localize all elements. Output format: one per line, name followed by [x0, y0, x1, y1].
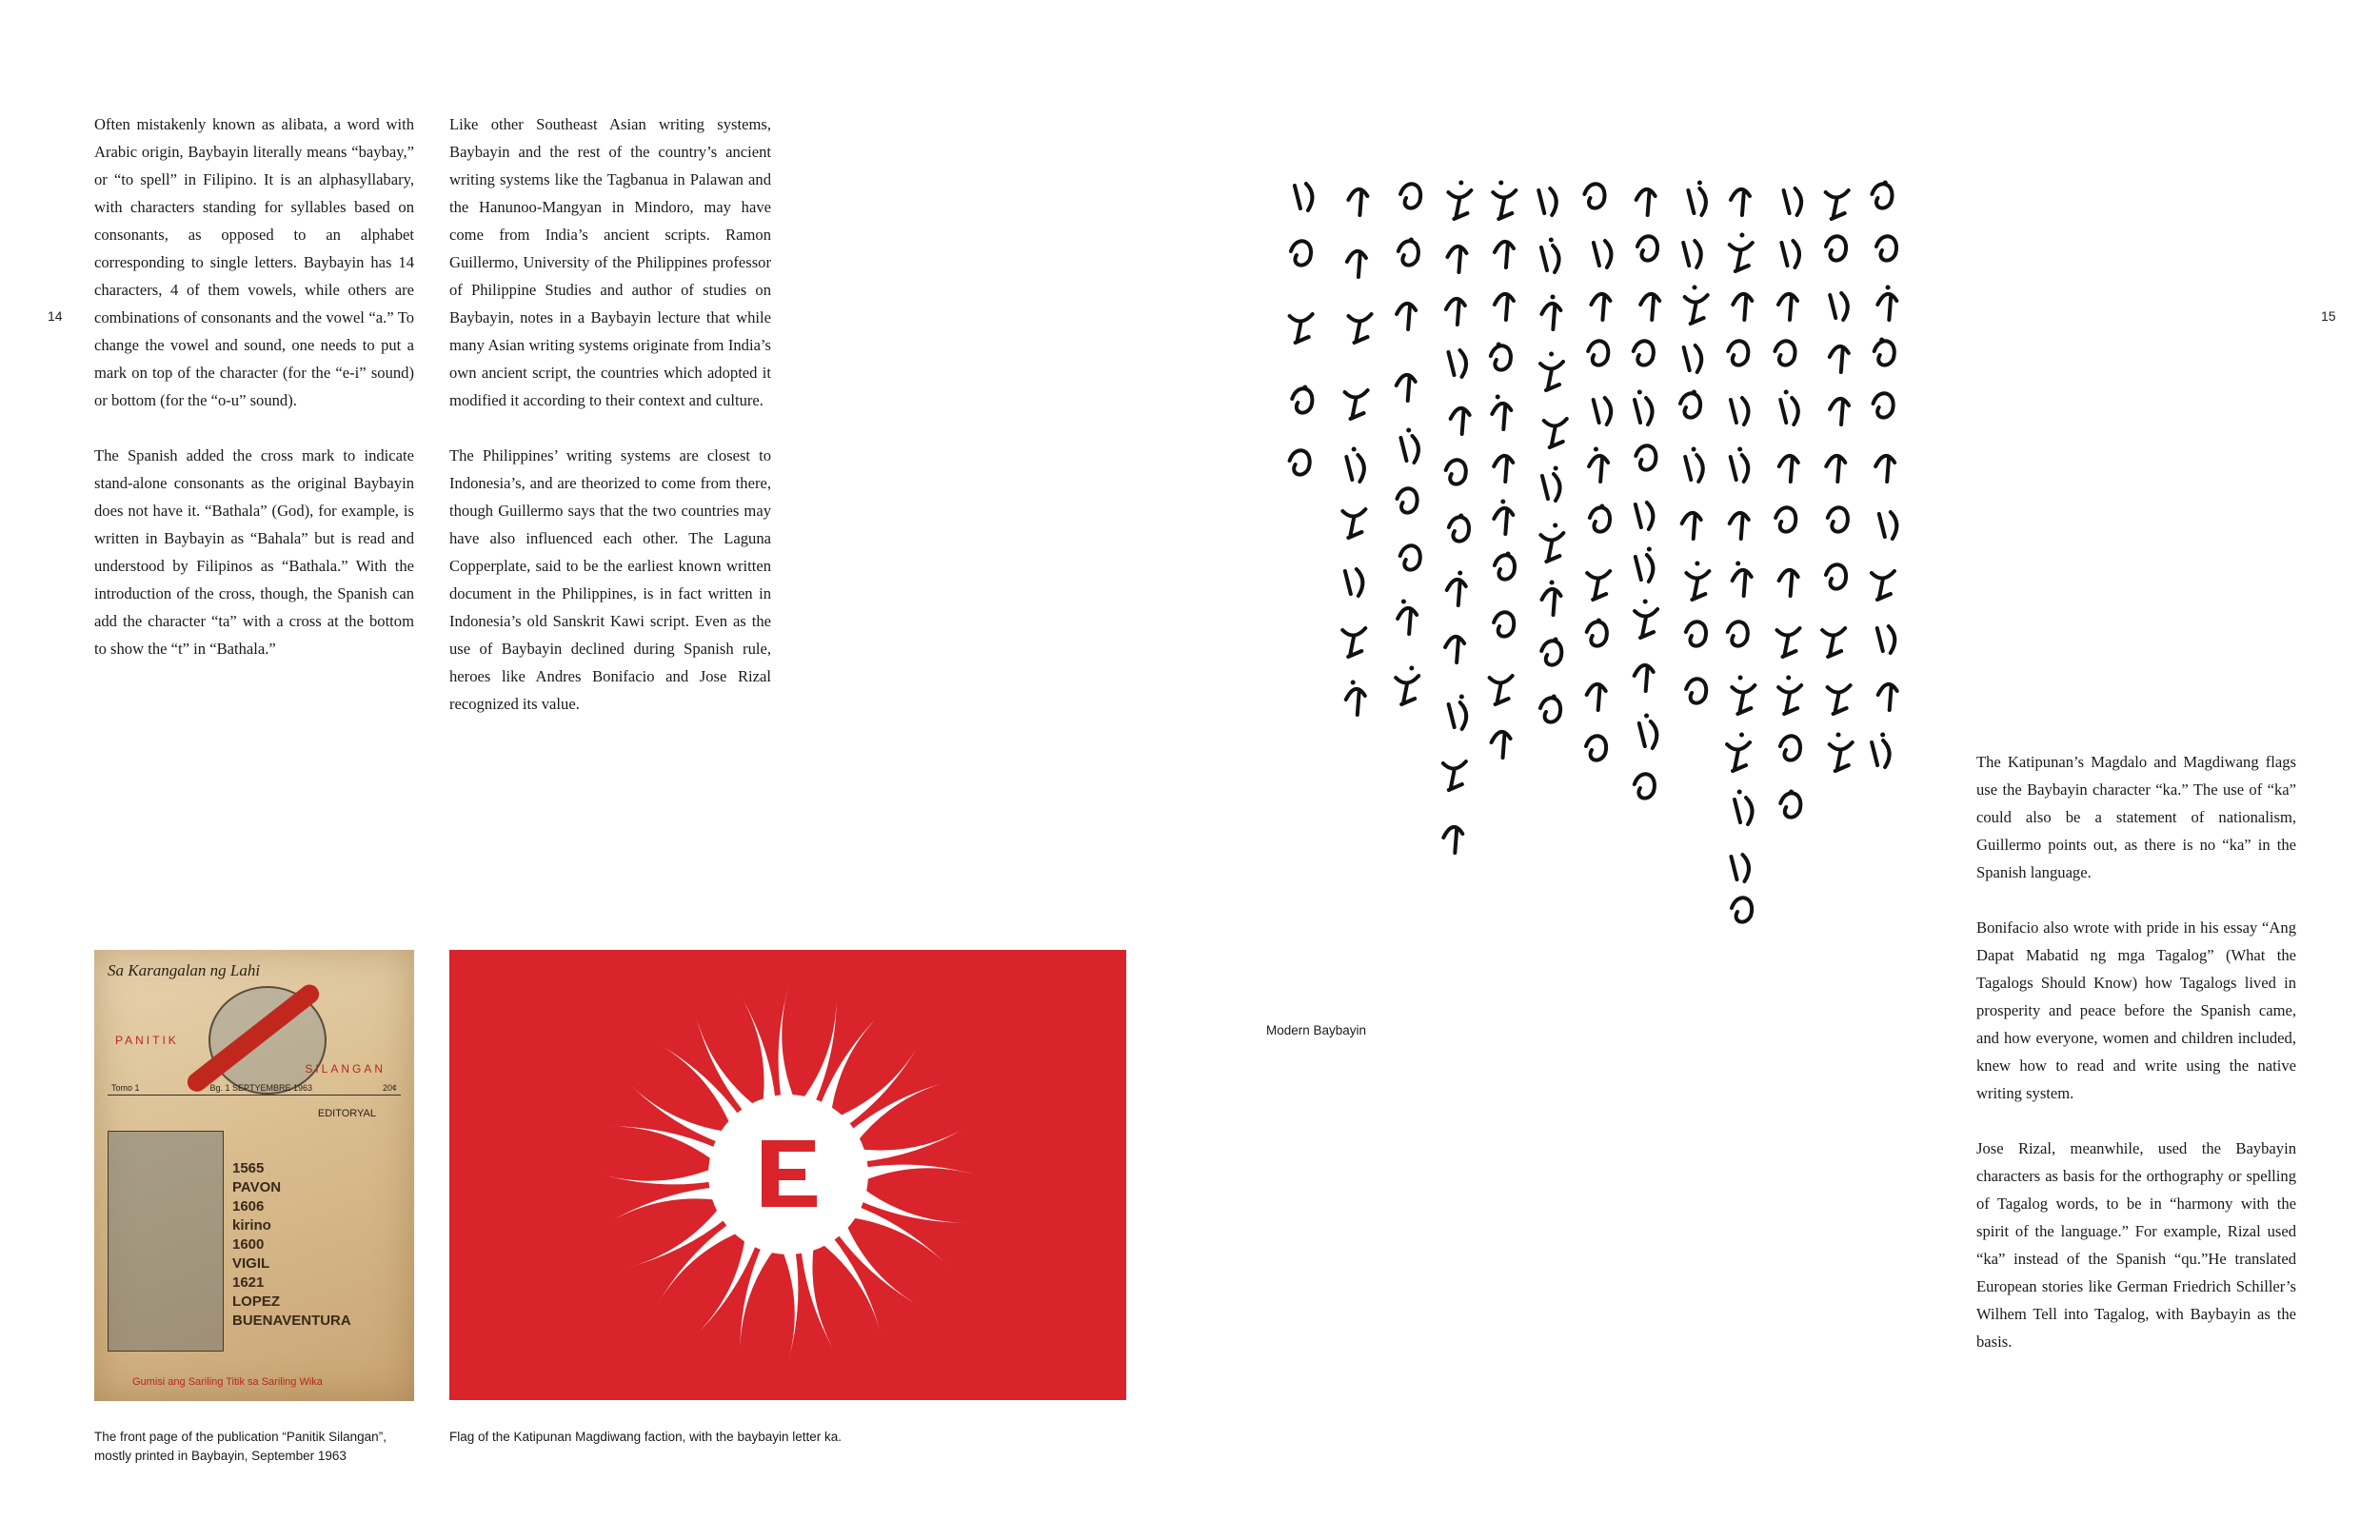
baybayin-glyph — [1872, 184, 1892, 207]
kudlit-mark — [1786, 676, 1791, 681]
sun-ray — [740, 995, 775, 1105]
kudlit-mark — [1497, 343, 1501, 347]
text-column-3 — [1976, 748, 2296, 1383]
cover-header: Sa Karangalan ng Lahi — [108, 961, 261, 979]
baybayin-glyph — [1780, 736, 1800, 760]
baybayin-glyph — [1775, 507, 1795, 531]
paragraph: The Katipunan’s Magdalo and Magdiwang flags use the Baybayin character “ka.” The use of “ka” could also be a statement of nationalism, Guillermo points out, as there is no “ka” in the Spanish language. — [1976, 753, 2296, 881]
paragraph: The Philippines’ writing systems are closest to Indonesia’s, and are theorized to come from there, though Guillermo says that the two countries may have also influenced each other. The Laguna Copperplate, said to be the earliest known written document in the Philippines, is in fact written in Indonesia’s old Sanskrit Kawi script. Even as the use of Baybayin declined during Spanish rule, heroes like Andres Bonifacio and Jose Rizal recognized its value. — [449, 446, 771, 713]
sun-ray — [801, 1244, 836, 1354]
baybayin-glyph — [1822, 628, 1845, 657]
baybayin-glyph — [1348, 189, 1367, 215]
baybayin-glyph — [1541, 304, 1560, 329]
baybayin-glyph — [1494, 612, 1514, 636]
page-number-right: 15 — [2321, 308, 2336, 324]
kudlit-mark — [1737, 790, 1742, 795]
kudlit-mark — [1637, 390, 1642, 395]
baybayin-glyph — [1830, 742, 1853, 771]
kudlit-mark — [1880, 733, 1885, 738]
paragraph: Bonifacio also wrote with pride in his essay “Ang Dapat Mabatid ng mga Tagalog” (What the Tagalogs Should Know) how Tagalogs lived in prosperity and peace before the Spanish came, and how everyone, women and children included, knew how to read and write using the native writing system. — [1976, 918, 2296, 1102]
baybayin-glyph — [1541, 246, 1559, 272]
kudlit-mark — [1500, 500, 1505, 504]
kudlit-mark — [1406, 428, 1411, 433]
kudlit-mark — [1647, 547, 1652, 552]
baybayin-glyph — [1493, 190, 1516, 219]
paragraph: The Spanish added the cross mark to indicate stand-alone consonants as the original Baybayin does not have it. “Bathala” (God), for example, is written in Baybayin as “Bahala” but is read and understood by Filipinos as “Bathala.” With the introduction of the cross, though, the Spanish can add the character “ta” with a cross at the bottom to show the “t” in “Bathala.” — [94, 446, 414, 658]
baybayin-glyph — [1878, 684, 1897, 710]
baybayin-glyph — [1448, 190, 1471, 219]
cover-issue-line — [111, 1083, 397, 1093]
kudlit-mark — [1302, 385, 1307, 390]
baybayin-glyph — [1682, 513, 1701, 539]
baybayin-glyph — [1400, 184, 1420, 207]
kudlit-mark — [1695, 562, 1699, 566]
kudlit-mark — [1401, 600, 1406, 604]
baybayin-glyph — [1828, 685, 1851, 714]
baybayin-glyph — [1731, 455, 1749, 482]
baybayin-glyph — [1588, 341, 1608, 365]
flag-caption: Flag of the Katipunan Magdiwang faction, with the baybayin letter ka. — [449, 1430, 843, 1444]
baybayin-glyph — [1733, 294, 1752, 320]
baybayin-glyph — [1830, 293, 1848, 320]
baybayin-glyph — [1730, 243, 1753, 271]
baybayin-glyph — [1872, 571, 1894, 600]
cover-caption: The front page of the publication “Panitik Silangan”, mostly printed in Baybayin, September 1963 — [94, 1430, 387, 1463]
kudlit-mark — [1735, 562, 1740, 566]
kudlit-mark — [1836, 733, 1841, 738]
baybayin-glyph — [1727, 742, 1750, 771]
baybayin-glyph — [1778, 685, 1801, 714]
cover-title-left: PANITIK — [115, 1034, 179, 1047]
paragraph: Often mistakenly known as alibata, a word with Arabic origin, Baybayin literally means “baybay,” or “to spell” in Filipino. It is an alphasyllabary, with characters standing for syllables based on consonants, as opposed to an alphabet corresponding to single letters. Baybayin has 14 characters, 4 of them vowels, while others are combinations of consonants and the vowel “a.” To change the vowel and sound, one needs to put a mark on top of the character (for the “e-i” sound) or bottom (for the “o-u” sound). — [94, 115, 414, 409]
baybayin-glyph — [1345, 390, 1368, 419]
baybayin-glyph — [1494, 456, 1513, 482]
baybayin-glyph — [1590, 507, 1610, 531]
baybayin-glyph — [1292, 388, 1312, 412]
baybayin-glyph — [1594, 241, 1612, 267]
sun-icon — [449, 950, 1126, 1400]
baybayin-glyph — [1826, 456, 1845, 482]
kudlit-mark — [1643, 600, 1648, 604]
kudlit-mark — [1459, 695, 1464, 700]
baybayin-glyph — [1398, 608, 1417, 634]
panitik-silangan-cover-image — [94, 950, 414, 1401]
baybayin-glyph — [1680, 393, 1700, 417]
baybayin-glyph — [1731, 398, 1749, 424]
baybayin-glyph — [1398, 241, 1418, 265]
baybayin-glyph — [1589, 456, 1608, 482]
baybayin-glyph — [1542, 589, 1561, 615]
baybayin-glyph — [1492, 732, 1511, 758]
baybayin-glyph — [1635, 774, 1655, 798]
baybayin-glyph — [1640, 294, 1659, 320]
baybayin-glyph — [1443, 827, 1462, 853]
magdiwang-flag-image — [449, 950, 1126, 1400]
cover-volume: Tomo 1 — [111, 1083, 140, 1093]
baybayin-glyph — [1342, 509, 1365, 538]
baybayin-glyph — [1635, 609, 1657, 638]
baybayin-glyph — [1684, 346, 1702, 372]
baybayin-glyph — [1447, 580, 1466, 605]
kudlit-mark — [1409, 238, 1414, 243]
baybayin-glyph — [1784, 188, 1802, 215]
baybayin-glyph — [1397, 304, 1416, 329]
baybayin-glyph — [1398, 488, 1418, 512]
sun-ray — [608, 1187, 719, 1222]
baybayin-glyph — [1291, 241, 1311, 265]
baybayin-glyph — [1495, 294, 1514, 320]
kudlit-mark — [1879, 338, 1884, 343]
baybayin-glyph — [1290, 314, 1313, 343]
baybayin-glyph — [1541, 641, 1561, 664]
kudlit-mark — [1549, 352, 1554, 357]
baybayin-glyph — [1445, 637, 1464, 662]
kudlit-mark — [1552, 695, 1557, 700]
kudlit-mark — [1738, 676, 1743, 681]
sun-ray — [779, 988, 795, 1100]
sun-ray — [858, 1126, 968, 1161]
cover-rule — [108, 1095, 401, 1096]
baybayin-glyph — [1448, 350, 1466, 377]
baybayin-glyph — [1781, 241, 1799, 267]
kudlit-mark — [1644, 714, 1649, 719]
baybayin-glyph — [1349, 314, 1372, 343]
baybayin-glyph — [1587, 571, 1610, 600]
kudlit-mark — [1883, 181, 1888, 186]
baybayin-glyph — [1877, 294, 1896, 320]
text-column-2 — [449, 110, 771, 745]
paragraph: Like other Southeast Asian writing systems, Baybayin and the rest of the country’s ancient writing systems like the Tagbanua in Palawan and the Hanunoo-Mangyan in Mindoro, may have come from India’s ancient scripts. Ramon Guillermo, University of the Philippines professor of Philippine Studies and author of studies on Baybayin, notes in a Baybayin lecture that while many Asian writing systems originate from India’s own ancient script, the countries which adopted it modified it according to their context and culture. — [449, 115, 771, 409]
kudlit-mark — [1458, 571, 1462, 576]
kudlit-mark — [1553, 523, 1557, 528]
baybayin-glyph — [1637, 236, 1657, 260]
baybayin-glyph — [1876, 236, 1896, 260]
cover-footer: Gumisi ang Sariling Titik sa Sariling Wika — [132, 1376, 323, 1388]
baybayin-glyph — [1540, 533, 1563, 562]
baybayin-glyph — [1443, 761, 1466, 790]
baybayin-glyph — [1779, 570, 1798, 596]
kudlit-mark — [1550, 295, 1555, 300]
kudlit-mark — [1458, 181, 1463, 186]
baybayin-glyph — [1686, 679, 1706, 702]
kudlit-mark — [1693, 286, 1697, 290]
kudlit-mark — [1789, 790, 1794, 795]
baybayin-glyph — [1732, 898, 1752, 921]
sun-ray — [820, 1235, 882, 1336]
baybayin-glyph — [1879, 512, 1897, 539]
baybayin-glyph — [1686, 622, 1706, 645]
kudlit-mark — [1594, 447, 1598, 452]
baybayin-glyph — [1826, 190, 1849, 219]
baybayin-glyph — [1491, 346, 1511, 369]
baybayin-glyph — [1397, 375, 1416, 401]
kudlit-mark — [1498, 181, 1503, 186]
baybayin-glyph — [1875, 456, 1894, 482]
baybayin-glyph — [1451, 408, 1470, 434]
baybayin-glyph — [1730, 513, 1749, 539]
kudlit-mark — [1549, 238, 1554, 243]
baybayin-glyph — [1346, 455, 1364, 482]
baybayin-glyph — [1594, 398, 1612, 424]
sun-ray — [849, 1081, 950, 1143]
baybayin-glyph — [1542, 474, 1560, 501]
baybayin-glyph — [1685, 295, 1708, 324]
kudlit-mark — [1784, 390, 1789, 395]
baybayin-glyph — [1636, 555, 1654, 582]
baybayin-glyph — [1775, 341, 1795, 365]
kudlit-mark — [1496, 395, 1500, 400]
baybayin-glyph — [1446, 460, 1466, 484]
kudlit-mark — [1886, 286, 1891, 290]
modern-baybayin-image — [1266, 171, 1952, 980]
baybayin-glyph — [1544, 419, 1567, 447]
baybayin-glyph — [1494, 508, 1513, 534]
cover-names-list: 1565 PAVON 1606 kirino 1600 VIGIL 1621 LOPEZ BUENAVENTURA — [232, 1160, 351, 1329]
kudlit-mark — [1550, 581, 1555, 585]
baybayin-glyph — [1636, 189, 1656, 215]
baybayin-glyph — [1495, 555, 1515, 579]
baybayin-glyph — [1731, 855, 1749, 881]
baybayin-glyph — [1780, 398, 1798, 424]
sun-ray — [782, 1249, 798, 1361]
baybayin-glyph — [1828, 507, 1848, 531]
baybayin-glyph — [1587, 622, 1607, 645]
sun-ray — [602, 1168, 714, 1184]
baybayin-glyph — [1683, 241, 1701, 267]
baybayin-glyph — [1342, 628, 1365, 657]
baybayin-glyph — [1780, 793, 1800, 817]
kudlit-mark — [1351, 681, 1356, 685]
baybayin-glyph — [1396, 676, 1418, 704]
baybayin-glyph — [1584, 184, 1604, 207]
baybayin-glyph — [1345, 569, 1363, 596]
kudlit-mark — [1554, 638, 1558, 642]
baybayin-glyph — [1635, 665, 1654, 691]
baybayin-glyph — [1446, 299, 1465, 325]
baybayin-glyph — [1295, 184, 1313, 210]
kudlit-mark — [1506, 552, 1511, 557]
kudlit-mark — [1554, 466, 1558, 471]
baybayin-glyph — [1400, 436, 1418, 463]
baybayin-glyph — [1540, 362, 1563, 390]
kudlit-mark — [1697, 181, 1702, 186]
kudlit-mark — [1599, 504, 1604, 509]
baybayin-glyph — [1830, 346, 1849, 372]
baybayin-glyph — [1826, 564, 1846, 588]
kudlit-mark — [1739, 233, 1744, 238]
kudlit-mark — [1458, 514, 1463, 519]
script-caption: Modern Baybayin — [1266, 1023, 1367, 1037]
cover-title-right: SILANGAN — [305, 1062, 386, 1076]
baybayin-glyph — [1686, 571, 1709, 600]
baybayin-glyph — [1449, 702, 1467, 729]
baybayin-glyph — [1877, 626, 1895, 653]
baybayin-glyph — [1449, 517, 1469, 541]
baybayin-glyph — [1874, 341, 1894, 365]
sun-ray — [863, 1165, 975, 1181]
kudlit-mark — [1739, 733, 1744, 738]
baybayin-glyph — [1635, 398, 1653, 424]
kudlit-mark — [1737, 447, 1742, 452]
baybayin-glyph — [1874, 393, 1894, 417]
paragraph: Jose Rizal, meanwhile, used the Baybayin characters as basis for the orthography or spelling of Tagalog words, to be in “harmony with the spirit of the language.” For example, Rizal used “ka” instead of the Spanish “qu.”He translated European stories like German Friedrich Schiller’s Wilhem Tell into Tagalog, with Baybayin as the basis. — [1976, 1139, 2296, 1351]
baybayin-glyph — [1347, 251, 1366, 277]
baybayin-glyph — [1872, 740, 1890, 767]
baybayin-glyph — [1735, 798, 1753, 824]
kudlit-mark — [1352, 447, 1357, 452]
kudlit-mark — [1692, 390, 1696, 395]
kudlit-mark — [1692, 447, 1696, 452]
sun-ray — [626, 1206, 727, 1268]
baybayin-glyph — [1492, 404, 1511, 429]
handwritten-script — [1266, 171, 1952, 980]
baybayin-glyph — [1540, 698, 1560, 721]
baybayin-glyph — [1778, 294, 1797, 320]
baybayin-glyph — [1346, 689, 1365, 715]
cover-editorial-label: EDITORYAL — [317, 1108, 376, 1119]
baybayin-glyph — [1587, 684, 1606, 710]
baybayin-glyph — [1688, 188, 1706, 215]
cover-issue-date: Bg. 1 SEPTYEMBRE 1963 — [209, 1083, 313, 1093]
baybayin-glyph — [1733, 570, 1752, 596]
cover-price: 20¢ — [382, 1083, 397, 1093]
sun-ray — [695, 1013, 757, 1114]
baybayin-glyph — [1636, 445, 1656, 469]
baybayin-glyph — [1779, 456, 1798, 482]
baybayin-glyph — [1495, 242, 1514, 267]
baybayin-glyph — [1400, 545, 1420, 569]
cover-collage — [108, 1131, 224, 1352]
baybayin-glyph — [1447, 247, 1466, 272]
baybayin-glyph — [1639, 721, 1657, 748]
baybayin-glyph — [1586, 736, 1606, 760]
baybayin-glyph — [1490, 676, 1513, 704]
baybayin-glyph — [1728, 341, 1748, 365]
page-number-left: 14 — [48, 308, 63, 324]
kudlit-mark — [1409, 666, 1414, 671]
baybayin-glyph — [1685, 455, 1703, 482]
baybayin-glyph — [1634, 341, 1654, 365]
baybayin-glyph — [1591, 294, 1610, 320]
kudlit-mark — [1597, 619, 1601, 623]
baybayin-glyph — [1830, 399, 1849, 424]
baybayin-glyph — [1636, 503, 1654, 529]
baybayin-glyph — [1538, 188, 1557, 215]
baybayin-glyph — [1290, 450, 1310, 474]
baybayin-glyph — [1731, 189, 1750, 215]
baybayin-glyph — [1728, 622, 1748, 645]
baybayin-glyph — [1826, 236, 1846, 260]
text-column-1 — [94, 110, 414, 690]
baybayin-glyph — [1776, 628, 1799, 657]
baybayin-glyph — [1732, 685, 1755, 714]
